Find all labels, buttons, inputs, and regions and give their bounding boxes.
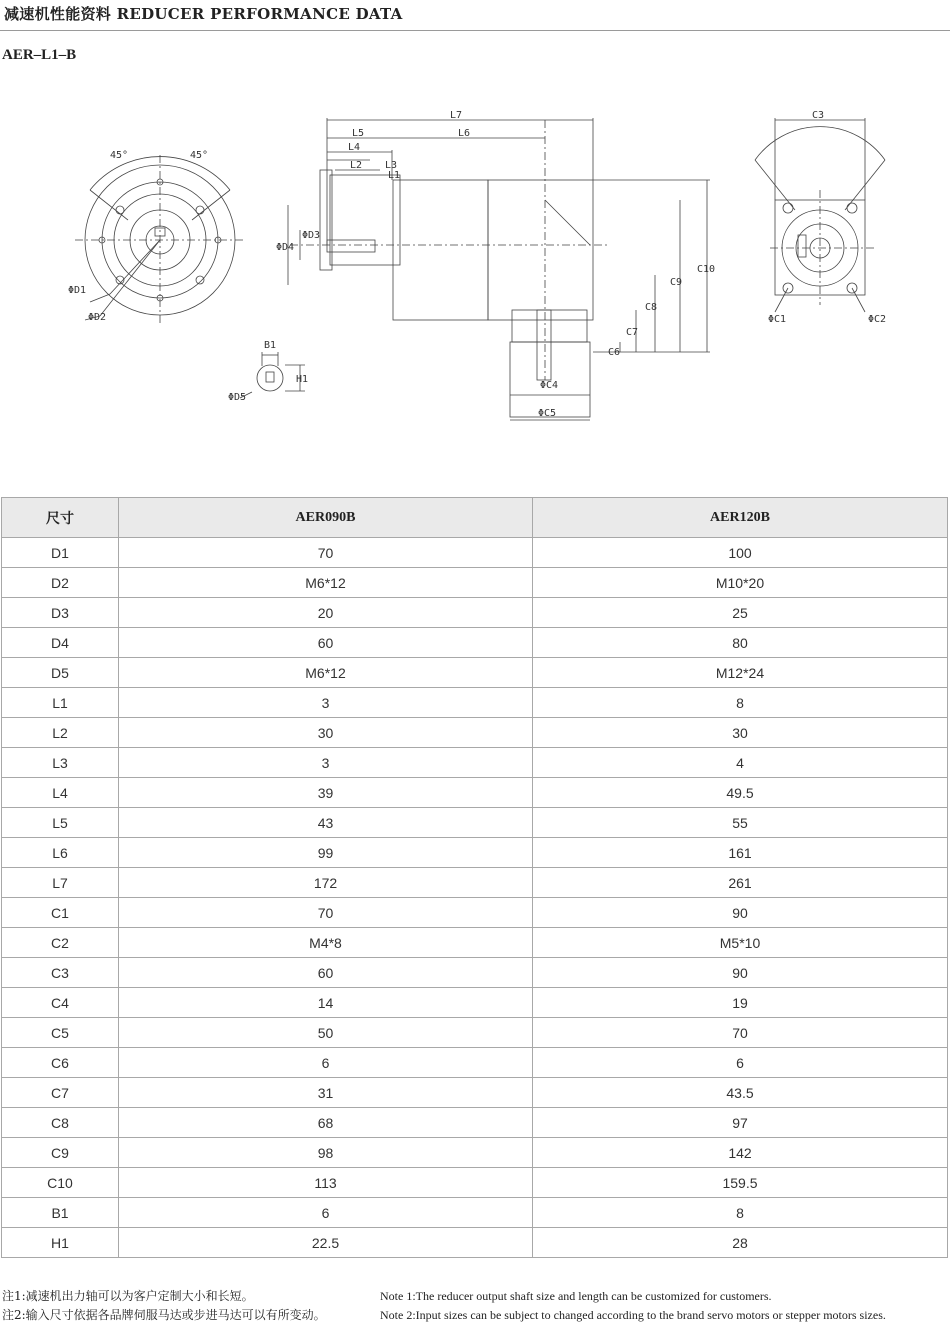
dimension-name-cell: L4 — [2, 778, 119, 808]
label-c8: C8 — [645, 302, 658, 313]
label-c4: ΦC4 — [540, 380, 559, 391]
table-row — [2, 778, 948, 808]
dimension-name-cell: C8 — [2, 1108, 119, 1138]
label-c7: C7 — [626, 327, 639, 338]
aer090b-value-cell: 22.5 — [119, 1228, 533, 1258]
aer120b-value-cell: 8 — [533, 688, 948, 718]
model-code: AER–L1–B — [2, 47, 77, 63]
dimension-name-cell: D5 — [2, 658, 119, 688]
aer090b-value-cell: 98 — [119, 1138, 533, 1168]
table-row — [2, 658, 948, 688]
label-d5: ΦD5 — [228, 392, 247, 403]
table-body — [2, 538, 948, 1258]
aer090b-value-cell: 60 — [119, 958, 533, 988]
label-c6: C6 — [608, 347, 621, 358]
table-header-row — [2, 498, 948, 538]
aer120b-value-cell: 159.5 — [533, 1168, 948, 1198]
label-d3: ΦD3 — [302, 230, 321, 241]
note-en-1: Note 1:The reducer output shaft size and length can be customized for customers. — [380, 1289, 772, 1303]
aer120b-value-cell: 28 — [533, 1228, 948, 1258]
dimension-name-cell: L2 — [2, 718, 119, 748]
aer120b-value-cell: 55 — [533, 808, 948, 838]
header-divider — [0, 30, 950, 31]
aer120b-value-cell: 90 — [533, 898, 948, 928]
aer090b-value-cell: 31 — [119, 1078, 533, 1108]
label-l6: L6 — [458, 128, 471, 139]
aer120b-value-cell: 161 — [533, 838, 948, 868]
spec-table — [1, 497, 948, 1258]
table-row — [2, 748, 948, 778]
aer090b-value-cell: M6*12 — [119, 568, 533, 598]
aer090b-value-cell: M6*12 — [119, 658, 533, 688]
table-row — [2, 928, 948, 958]
label-l4: L4 — [348, 142, 361, 153]
table-row — [2, 1108, 948, 1138]
table-row — [2, 718, 948, 748]
table-row — [2, 898, 948, 928]
label-d4: ΦD4 — [276, 242, 295, 253]
aer120b-value-cell: M5*10 — [533, 928, 948, 958]
label-c5: ΦC5 — [538, 408, 557, 419]
label-b1: B1 — [264, 340, 277, 351]
aer120b-value-cell: 25 — [533, 598, 948, 628]
label-angle-left: 45° — [110, 150, 129, 161]
dimension-name-cell: D1 — [2, 538, 119, 568]
dimension-name-cell: D4 — [2, 628, 119, 658]
label-angle-right: 45° — [190, 150, 209, 161]
label-c3: C3 — [812, 110, 825, 121]
table-row — [2, 628, 948, 658]
table-row — [2, 1138, 948, 1168]
header-size: 尺寸 — [2, 498, 119, 538]
label-d2: ΦD2 — [88, 312, 107, 323]
table-row — [2, 838, 948, 868]
dimension-name-cell: C5 — [2, 1018, 119, 1048]
aer120b-value-cell: 90 — [533, 958, 948, 988]
page-title: 减速机性能资料 REDUCER PERFORMANCE DATA — [4, 5, 403, 23]
aer120b-value-cell: 261 — [533, 868, 948, 898]
label-c10: C10 — [697, 264, 716, 275]
table-row — [2, 1228, 948, 1258]
aer090b-value-cell: 39 — [119, 778, 533, 808]
aer120b-value-cell: 97 — [533, 1108, 948, 1138]
dimension-name-cell: L7 — [2, 868, 119, 898]
label-l5: L5 — [352, 128, 365, 139]
note-cn-2: 注2:输入尺寸依据各品牌伺服马达或步进马达可以有所变动。 — [2, 1308, 326, 1322]
table-row — [2, 808, 948, 838]
label-c9: C9 — [670, 277, 683, 288]
label-c1: ΦC1 — [768, 314, 787, 325]
aer090b-value-cell: 3 — [119, 748, 533, 778]
aer120b-value-cell: M12*24 — [533, 658, 948, 688]
table-row — [2, 1198, 948, 1228]
aer090b-value-cell: 3 — [119, 688, 533, 718]
aer120b-value-cell: 4 — [533, 748, 948, 778]
dimension-name-cell: L3 — [2, 748, 119, 778]
dimension-name-cell: B1 — [2, 1198, 119, 1228]
technical-drawing — [0, 80, 950, 440]
aer090b-value-cell: 70 — [119, 898, 533, 928]
dimension-name-cell: C9 — [2, 1138, 119, 1168]
aer090b-value-cell: M4*8 — [119, 928, 533, 958]
aer090b-value-cell: 60 — [119, 628, 533, 658]
aer090b-value-cell: 99 — [119, 838, 533, 868]
table-row — [2, 568, 948, 598]
label-l2: L2 — [350, 160, 363, 171]
dimension-name-cell: L1 — [2, 688, 119, 718]
label-c2: ΦC2 — [868, 314, 887, 325]
aer090b-value-cell: 14 — [119, 988, 533, 1018]
front-view-right — [755, 118, 885, 312]
table-row — [2, 1078, 948, 1108]
aer090b-value-cell: 172 — [119, 868, 533, 898]
aer090b-value-cell: 6 — [119, 1198, 533, 1228]
aer120b-value-cell: 43.5 — [533, 1078, 948, 1108]
dimension-name-cell: H1 — [2, 1228, 119, 1258]
dimension-name-cell: D3 — [2, 598, 119, 628]
notes-chinese — [2, 1287, 326, 1325]
aer090b-value-cell: 50 — [119, 1018, 533, 1048]
aer120b-value-cell: 8 — [533, 1198, 948, 1228]
dimension-name-cell: C3 — [2, 958, 119, 988]
notes-english — [380, 1287, 886, 1325]
label-l1: L1 — [388, 170, 401, 181]
table-row — [2, 958, 948, 988]
aer090b-value-cell: 6 — [119, 1048, 533, 1078]
table-row — [2, 1018, 948, 1048]
note-cn-1: 注1:减速机出力轴可以为客户定制大小和长短。 — [2, 1289, 254, 1303]
label-l3: L3 — [385, 160, 398, 171]
aer120b-value-cell: 70 — [533, 1018, 948, 1048]
aer090b-value-cell: 43 — [119, 808, 533, 838]
table-row — [2, 688, 948, 718]
note-en-2: Note 2:Input sizes can be subject to changed according to the brand servo motors or stepper motors sizes. — [380, 1308, 886, 1322]
aer090b-value-cell: 70 — [119, 538, 533, 568]
aer090b-value-cell: 20 — [119, 598, 533, 628]
aer120b-value-cell: 6 — [533, 1048, 948, 1078]
dimension-name-cell: C10 — [2, 1168, 119, 1198]
aer120b-value-cell: 142 — [533, 1138, 948, 1168]
aer090b-value-cell: 30 — [119, 718, 533, 748]
table-row — [2, 1048, 948, 1078]
header-aer090b: AER090B — [119, 498, 533, 538]
aer120b-value-cell: 30 — [533, 718, 948, 748]
dimension-name-cell: C4 — [2, 988, 119, 1018]
label-h1: H1 — [296, 374, 309, 385]
aer120b-value-cell: M10*20 — [533, 568, 948, 598]
aer120b-value-cell: 80 — [533, 628, 948, 658]
table-row — [2, 1168, 948, 1198]
dimension-name-cell: L5 — [2, 808, 119, 838]
table-row — [2, 538, 948, 568]
table-row — [2, 868, 948, 898]
aer120b-value-cell: 19 — [533, 988, 948, 1018]
table-row — [2, 988, 948, 1018]
front-view-left — [75, 155, 245, 325]
dimension-name-cell: L6 — [2, 838, 119, 868]
dimension-name-cell: C2 — [2, 928, 119, 958]
aer090b-value-cell: 68 — [119, 1108, 533, 1138]
aer120b-value-cell: 49.5 — [533, 778, 948, 808]
aer120b-value-cell: 100 — [533, 538, 948, 568]
dimension-name-cell: D2 — [2, 568, 119, 598]
dimension-name-cell: C6 — [2, 1048, 119, 1078]
table-row — [2, 598, 948, 628]
header-aer120b: AER120B — [533, 498, 948, 538]
label-d1: ΦD1 — [68, 285, 87, 296]
aer090b-value-cell: 113 — [119, 1168, 533, 1198]
label-l7: L7 — [450, 110, 463, 121]
dimension-name-cell: C1 — [2, 898, 119, 928]
dimension-name-cell: C7 — [2, 1078, 119, 1108]
